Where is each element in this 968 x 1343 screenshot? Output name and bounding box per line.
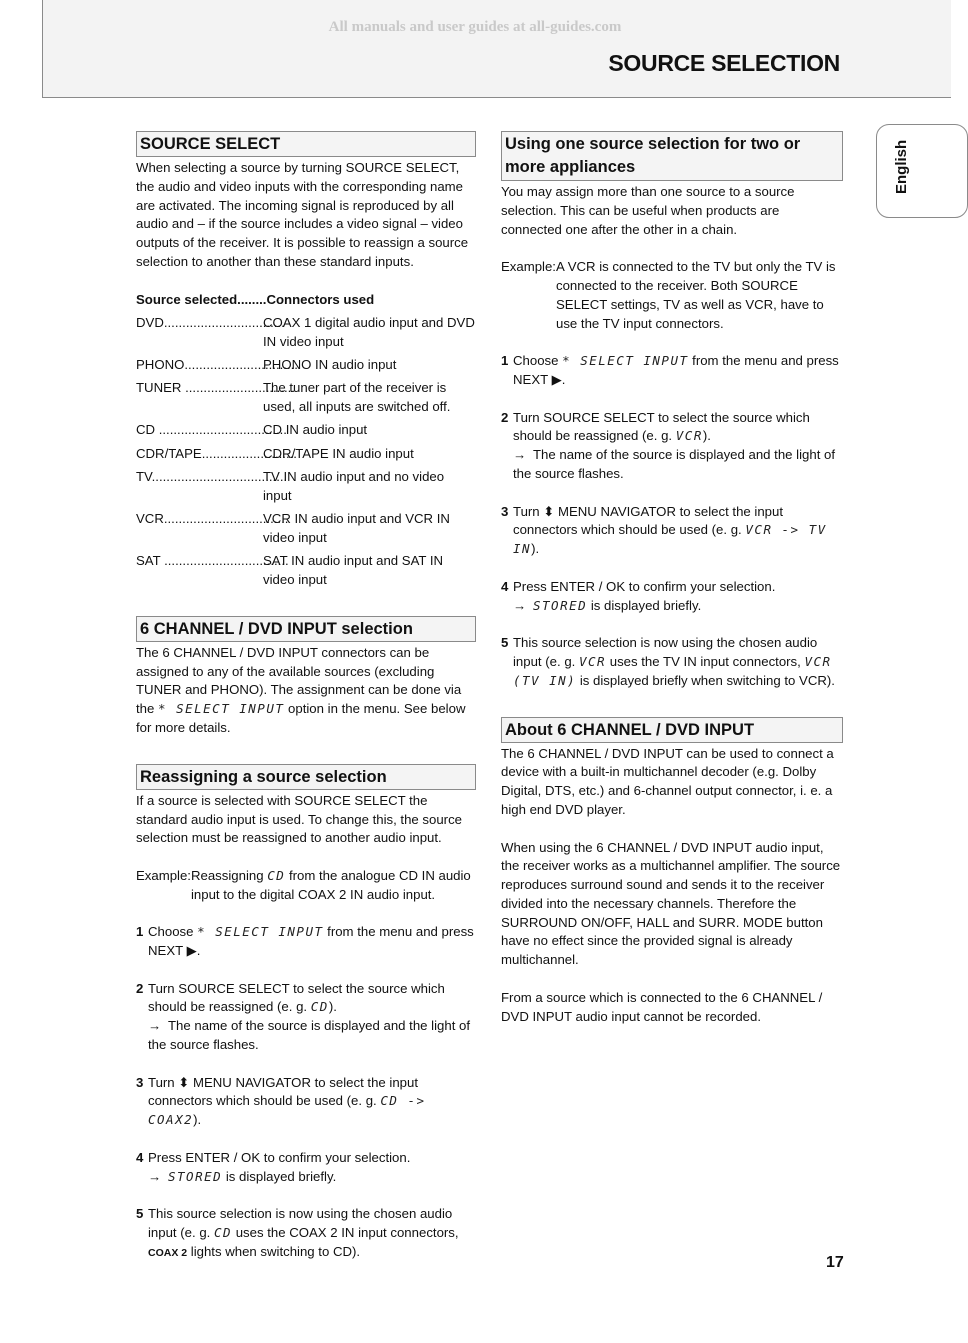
reassign-example: Example: Reassigning CD from the analogue CD IN audio input to the digital COAX 2 IN audio input. [136,867,471,902]
source-select-intro: When selecting a source by turning SOURCE SELECT, the audio and video inputs with the corresponding name are activated. The incoming signal is reproduced by all audio and – if the source includes a video signal – video outputs of the receiver. It is possible to reassign a source selection to another than these standard inputs. [136,160,469,269]
source-name: CDR/TAPE.......................... [136,445,297,461]
table-row [136,379,476,417]
display-indicator: COAX 2 [148,1246,188,1259]
lcd-text: STORED [168,1168,223,1184]
lcd-text: VCR [578,653,607,669]
source-name: TUNER .............................. [136,380,296,396]
section-heading-6-channel: 6 CHANNEL / DVD INPUT selection [136,616,476,642]
lcd-text: CD [213,1225,233,1241]
lcd-text: CD [267,867,286,883]
page-title: SOURCE SELECTION [608,50,840,76]
language-tab [876,124,968,218]
source-name: VCR.................................. [136,511,289,527]
source-name: TV..................................... [136,468,288,484]
table-row [136,356,476,375]
table-row [136,510,476,548]
step-5: 5 This source selection is now using the chosen audio input (e. g. VCR uses the TV IN input connectors, VCR (TV IN) is displayed briefly when switching to VCR). [501,635,835,688]
connectors-used: CDR/TAPE IN audio input [263,445,414,461]
connectors-used: CD IN audio input [263,422,368,438]
source-name: SAT .................................. [136,553,289,569]
connectors-used: VCR IN audio input and VCR IN video input [263,511,450,545]
connector-table [136,314,476,590]
section-heading-about: About 6 CHANNEL / DVD INPUT [501,717,843,743]
connectors-used: TV IN audio input and no video input [263,468,445,503]
reassign-intro: If a source is selected with SOURCE SELECT the standard audio input is used. To change this, the source selection must be reassigned to another audio input. [136,792,462,846]
result-arrow-icon: → [513,447,527,463]
about-paragraph: From a source which is connected to the 6 CHANNEL / DVD INPUT audio input cannot be recorded. [501,989,823,1024]
step-2: 2 Turn SOURCE SELECT to select the source which should be reassigned (e. g. VCR). → The name of the source is displayed and the light of the source flashes. [501,409,836,481]
table-row [136,468,476,506]
source-name: PHONO............................... [136,356,298,372]
connectors-used: The tuner part of the receiver is used, all inputs are switched off. [263,380,451,415]
right-column [501,131,843,1026]
six-channel-text: The 6 CHANNEL / DVD INPUT connectors can be assigned to any of the available sources (excluding TUNER and PHONO). The assignment can be done via the * SELECT INPUT option in the menu. See below for more details. [136,644,466,735]
connectors-used: COAX 1 digital audio input and DVD IN video input [263,314,475,349]
table-row [136,552,476,590]
multi-example: Example: A VCR is connected to the TV but only the TV is connected to the receiver. Both SOURCE SELECT settings, TV as well as VCR, have to use the TV input connectors. [501,259,836,331]
result-arrow-icon: → [513,597,527,613]
language-tab-label: English [893,139,910,194]
lcd-text: * SELECT INPUT [158,701,285,717]
table-row [136,421,476,440]
step-4: 4 Press ENTER / OK to confirm your selection. → STORED is displayed briefly. [136,1149,476,1187]
result-arrow-icon: → [148,1018,162,1034]
step-5: 5 This source selection is now using the chosen audio input (e. g. CD uses the COAX 2 IN input connectors, COAX 2 lights when switching to CD). [136,1206,459,1259]
left-column [136,131,476,1263]
about-paragraph: The 6 CHANNEL / DVD INPUT can be used to connect a device with a built-in multichannel decoder (e.g. Dolby Digital, DTS, etc.) and 6-channel output connector, i. e. a high end DVD player. [501,745,834,817]
lcd-text: VCR (TV IN) [513,653,832,688]
watermark: All manuals and user guides at all-guides.com [328,19,622,35]
step-3: 3 Turn ⬍ MENU NAVIGATOR to select the input connectors which should be used (e. g. CD -> COAX2). [136,1074,426,1128]
section-heading-multi: Using one source selection for two or more appliances [501,131,843,181]
connectors-used: SAT IN audio input and SAT IN video input [263,553,444,587]
source-name: CD ................................... [136,422,287,438]
step-2: 2 Turn SOURCE SELECT to select the source which should be reassigned (e. g. CD). → The name of the source is displayed and the light of the source flashes. [136,980,471,1053]
lcd-text: VCR [675,428,703,444]
step-4: 4 Press ENTER / OK to confirm your selection. → STORED is displayed briefly. [501,578,843,616]
lcd-text: CD [310,999,329,1015]
lcd-text: VCR -> TV IN [513,522,827,557]
multi-intro: You may assign more than one source to a source selection. This can be useful when products are connected one after the other in a chain. [501,184,795,237]
step-1: 1 Choose * SELECT INPUT from the menu and press NEXT ▶. [136,924,474,959]
lcd-text: * SELECT INPUT [197,924,324,940]
section-heading-reassign: Reassigning a source selection [136,764,476,790]
table-row [136,314,476,352]
source-name: DVD................................. [136,314,285,330]
table-row [136,445,476,464]
lcd-text: CD -> COAX2 [148,1093,426,1128]
connector-table-header: Source selected........Connectors used [136,291,375,307]
page-number: 17 [826,1254,844,1271]
step-3: 3 Turn ⬍ MENU NAVIGATOR to select the input connectors which should be used (e. g. VCR -> TV IN). [501,503,827,557]
section-heading-source-select: SOURCE SELECT [136,131,476,157]
step-1: 1 Choose * SELECT INPUT from the menu and press NEXT ▶. [501,353,839,387]
connectors-used: PHONO IN audio input [263,356,397,372]
lcd-text: STORED [533,597,588,613]
header-banner [42,0,951,98]
lcd-text: * SELECT INPUT [562,353,689,369]
about-paragraph: When using the 6 CHANNEL / DVD INPUT audio input, the receiver works as a multichannel amplifier. The source reproduces surround sound and sends it to the receiver divided into the necessary channels. Therefore the SURROUND ON/OFF, HALL and SURR. MODE button have no effect since the provided signal is already multichannel. [501,839,841,968]
result-arrow-icon: → [148,1168,162,1184]
